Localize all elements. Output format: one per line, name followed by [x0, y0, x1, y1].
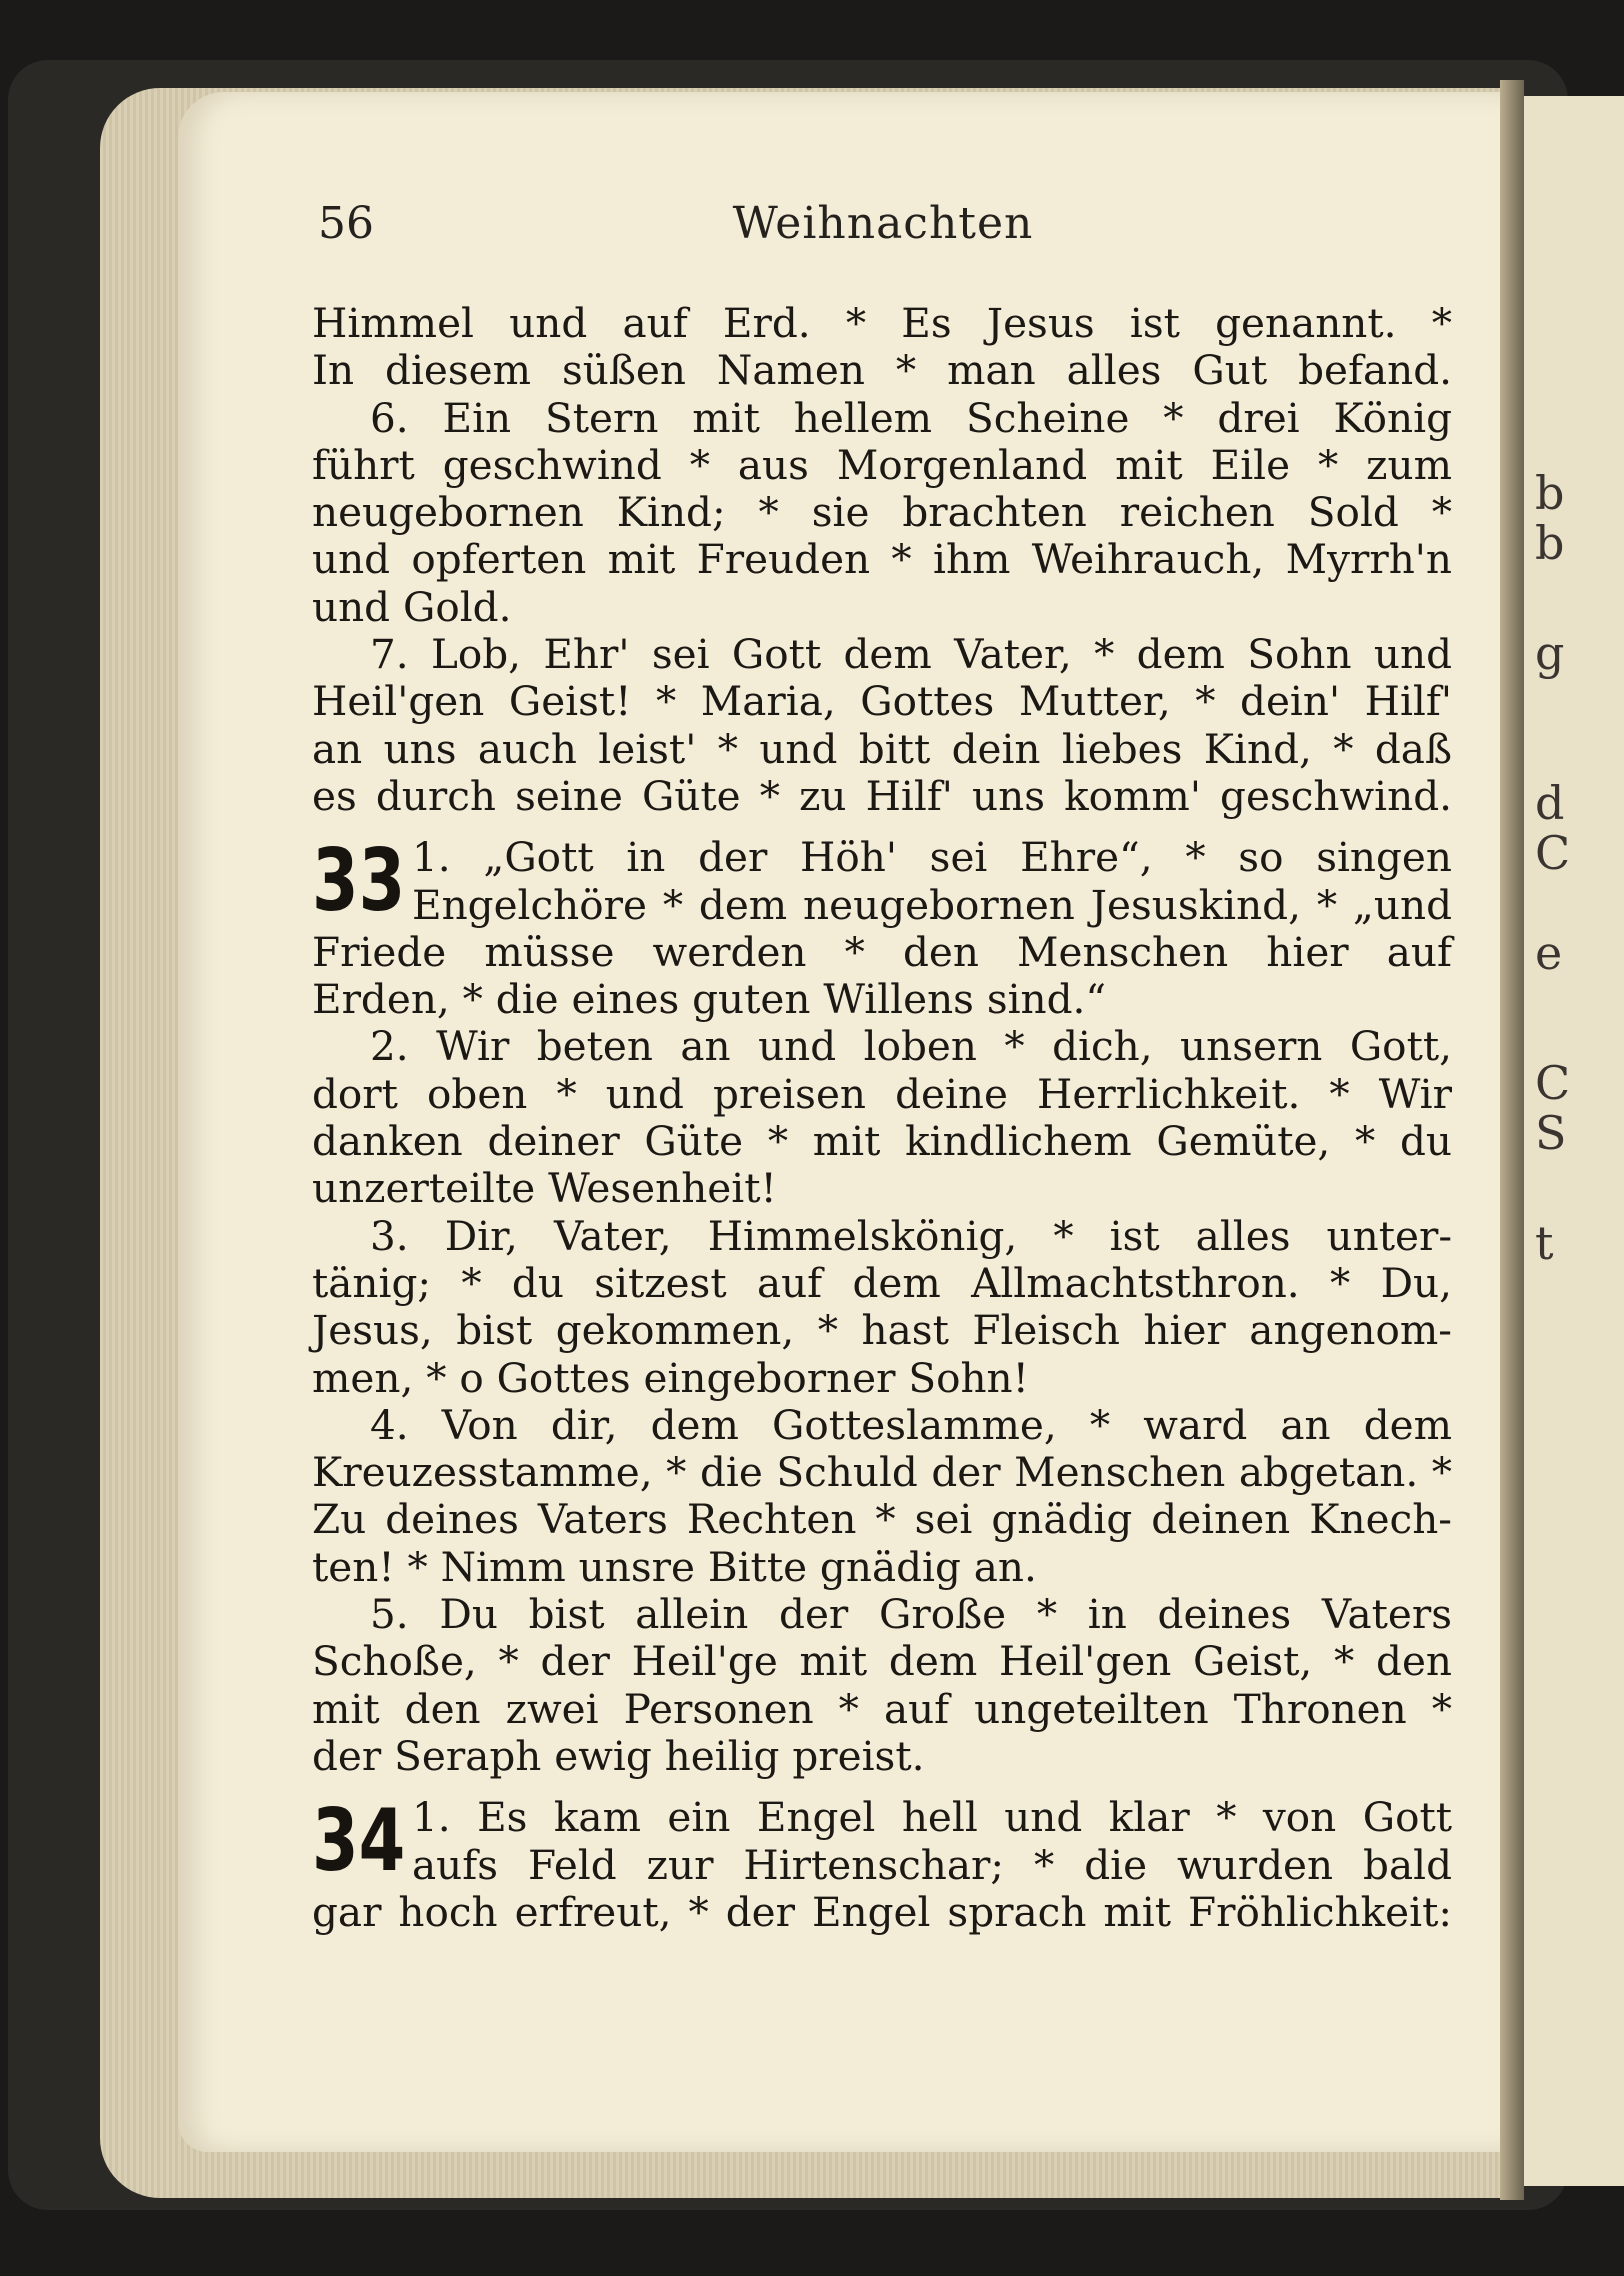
facing-page-fragment: b — [1535, 466, 1565, 520]
page-body — [312, 300, 1452, 1936]
text-line: an uns auch leist' * und bitt dein liebes Kind, * daß — [312, 724, 1452, 773]
book-gutter — [1500, 80, 1524, 2200]
facing-page-fragment: C — [1535, 1056, 1571, 1110]
text-line: unzerteilte Wesenheit! — [312, 1164, 777, 1213]
text-line: Zu deines Vaters Rechten * sei gnädig deinen Knech- — [312, 1495, 1452, 1544]
text-line: und Gold. — [312, 582, 512, 631]
continuation-text — [312, 300, 1452, 820]
facing-page-fragment: C — [1535, 826, 1571, 880]
text-line: Heil'gen Geist! * Maria, Gottes Mutter, * dein' Hilf' — [312, 677, 1452, 726]
facing-page-fragment: d — [1535, 776, 1565, 830]
text-line: mit den zwei Personen * auf ungeteilten Thronen * — [312, 1684, 1452, 1733]
text-line: Schoße, * der Heil'ge mit dem Heil'gen Geist, * den — [312, 1637, 1452, 1686]
facing-page-fragment: g — [1535, 626, 1565, 680]
running-title: Weihnachten — [732, 198, 1034, 249]
hymn-number: 34 — [312, 1791, 406, 1892]
hymn-34 — [312, 1791, 1452, 1936]
text-line: Engelchöre * dem neugebornen Jesuskind, * „und — [412, 880, 1452, 929]
text-line: Erden, * die eines guten Willens sind.“ — [312, 975, 1107, 1024]
text-line: Kreuzesstamme, * die Schuld der Menschen abgetan. * — [312, 1448, 1452, 1497]
text-line: Jesus, bist gekommen, * hast Fleisch hier angenom- — [312, 1306, 1452, 1355]
text-line: Friede müsse werden * den Menschen hier auf — [312, 927, 1452, 976]
text-line: tänig; * du sitzest auf dem Allmachtsthron. * Du, — [312, 1258, 1452, 1307]
text-line: ten! * Nimm unsre Bitte gnädig an. — [312, 1542, 1037, 1591]
text-line: 4. Von dir, dem Gotteslamme, * ward an dem — [370, 1400, 1452, 1449]
text-line: 1. „Gott in der Höh' sei Ehre“, * so singen — [412, 833, 1452, 882]
hymn-33 — [312, 831, 1452, 1780]
text-line: Himmel und auf Erd. * Es Jesus ist genannt. * — [312, 299, 1452, 347]
text-line: 1. Es kam ein Engel hell und klar * von Gott — [412, 1793, 1452, 1842]
text-line: 5. Du bist allein der Große * in deines Vaters — [370, 1590, 1452, 1639]
text-line: 7. Lob, Ehr' sei Gott dem Vater, * dem Sohn und — [370, 630, 1452, 679]
page-number: 56 — [318, 198, 374, 249]
hymn-number: 33 — [312, 831, 406, 932]
text-line: 3. Dir, Vater, Himmelskönig, * ist alles unter- — [370, 1211, 1452, 1260]
text-line: In diesem süßen Namen * man alles Gut befand. — [312, 346, 1452, 395]
text-line: führt geschwind * aus Morgenland mit Eile * zum — [312, 440, 1452, 489]
text-line: dort oben * und preisen deine Herrlichkeit. * Wir — [312, 1069, 1452, 1118]
text-line: es durch seine Güte * zu Hilf' uns komm' geschwind. — [312, 771, 1452, 820]
text-line: der Seraph ewig heilig preist. — [312, 1731, 925, 1780]
facing-page-fragment: e — [1535, 926, 1563, 980]
text-line: neugebornen Kind; * sie brachten reichen Sold * — [312, 488, 1452, 537]
text-line: 2. Wir beten an und loben * dich, unsern Gott, — [370, 1022, 1452, 1071]
text-line: danken deiner Güte * mit kindlichem Gemüte, * du — [312, 1117, 1452, 1166]
text-line: men, * o Gottes eingeborner Sohn! — [312, 1353, 1029, 1402]
text-line: und opferten mit Freuden * ihm Weihrauch, Myrrh'n — [312, 535, 1452, 584]
facing-page-fragment: t — [1535, 1216, 1554, 1270]
text-line: 6. Ein Stern mit hellem Scheine * drei König — [370, 393, 1452, 442]
facing-page-fragment: b — [1535, 516, 1565, 570]
page-header — [318, 198, 1448, 268]
text-line: aufs Feld zur Hirtenschar; * die wurden bald — [412, 1840, 1452, 1889]
facing-page — [1515, 96, 1624, 2186]
text-line: gar hoch erfreut, * der Engel sprach mit Fröhlichkeit: — [312, 1887, 1452, 1936]
facing-page-fragment: S — [1535, 1106, 1567, 1160]
